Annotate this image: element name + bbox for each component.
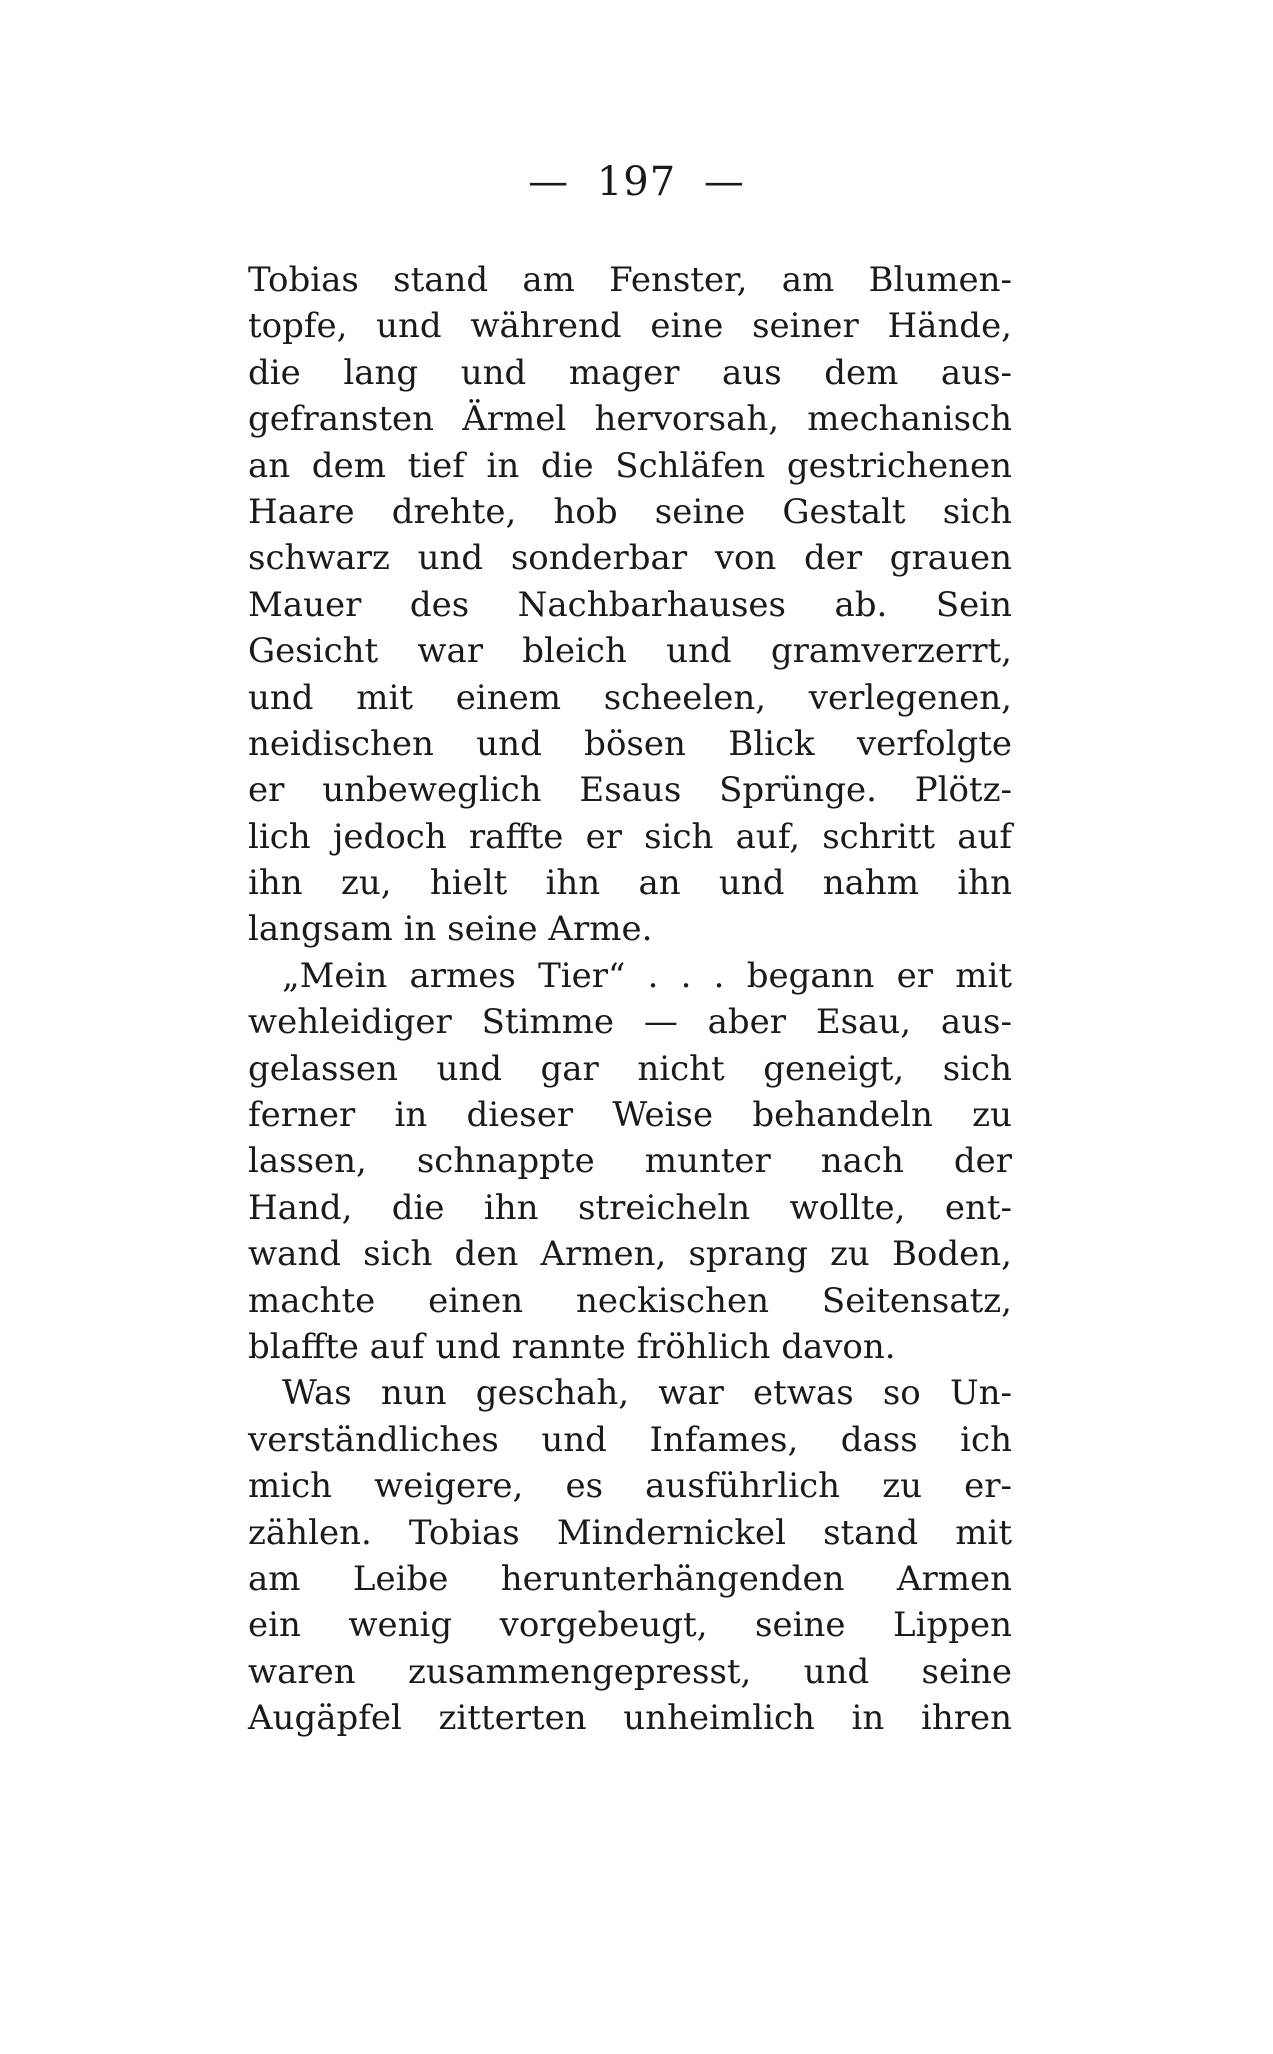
text-line: lassen, schnappte munter nach der <box>248 1141 1012 1182</box>
text-line: gefransten Ärmel hervorsah, mechanisch <box>248 399 1012 440</box>
text-line: Augäpfel zitterten unheimlich in ihren <box>248 1698 1012 1739</box>
text-line: verständliches und Infames, dass ich <box>248 1419 1012 1460</box>
text-line: an dem tief in die Schläfen gestrichenen <box>248 445 1012 486</box>
text-line: langsam in seine Arme. <box>248 909 653 950</box>
text-line: wand sich den Armen, sprang zu Boden, <box>248 1234 1012 1275</box>
text-line: die lang und mager aus dem aus- <box>248 352 1012 393</box>
text-line: Mauer des Nachbarhauses ab. Sein <box>248 584 1012 625</box>
text-line: schwarz und sonderbar von der grauen <box>248 538 1012 579</box>
text-line: mich weigere, es ausführlich zu er- <box>248 1466 1012 1507</box>
text-line: „Mein armes Tier“ . . . begann er mit <box>282 955 1012 996</box>
text-line: machte einen neckischen Seitensatz, <box>248 1280 1012 1321</box>
text-line: blaffte auf und rannte fröhlich davon. <box>248 1326 896 1367</box>
text-line: am Leibe herunterhängenden Armen <box>248 1558 1012 1599</box>
page-number: — 197 — <box>528 159 745 205</box>
text-line: ferner in dieser Weise behandeln zu <box>248 1095 1012 1136</box>
text-line: zählen. Tobias Mindernickel stand mit <box>248 1512 1012 1553</box>
text-line: ein wenig vorgebeugt, seine Lippen <box>248 1605 1012 1646</box>
text-line: lich jedoch raffte er sich auf, schritt auf <box>248 816 1012 857</box>
text-line: neidischen und bösen Blick verfolgte <box>248 723 1012 764</box>
text-line: wehleidiger Stimme — aber Esau, aus- <box>248 1002 1012 1043</box>
text-line: waren zusammengepresst, und seine <box>248 1651 1012 1692</box>
body-text <box>248 257 1012 1742</box>
text-line: Haare drehte, hob seine Gestalt sich <box>248 491 1012 532</box>
text-line: Gesicht war bleich und gramverzerrt, <box>248 631 1012 672</box>
text-line: topfe, und während eine seiner Hände, <box>248 306 1012 347</box>
text-line: Hand, die ihn streicheln wollte, ent- <box>248 1187 1012 1228</box>
text-line: Tobias stand am Fenster, am Blumen- <box>248 260 1012 300</box>
text-line: gelassen und gar nicht geneigt, sich <box>248 1048 1012 1089</box>
text-line: Was nun geschah, war etwas so Un- <box>282 1373 1012 1414</box>
text-line: er unbeweglich Esaus Sprünge. Plötz- <box>248 770 1012 811</box>
text-line: und mit einem scheelen, verlegenen, <box>248 677 1012 718</box>
text-line: ihn zu, hielt ihn an und nahm ihn <box>248 863 1012 904</box>
